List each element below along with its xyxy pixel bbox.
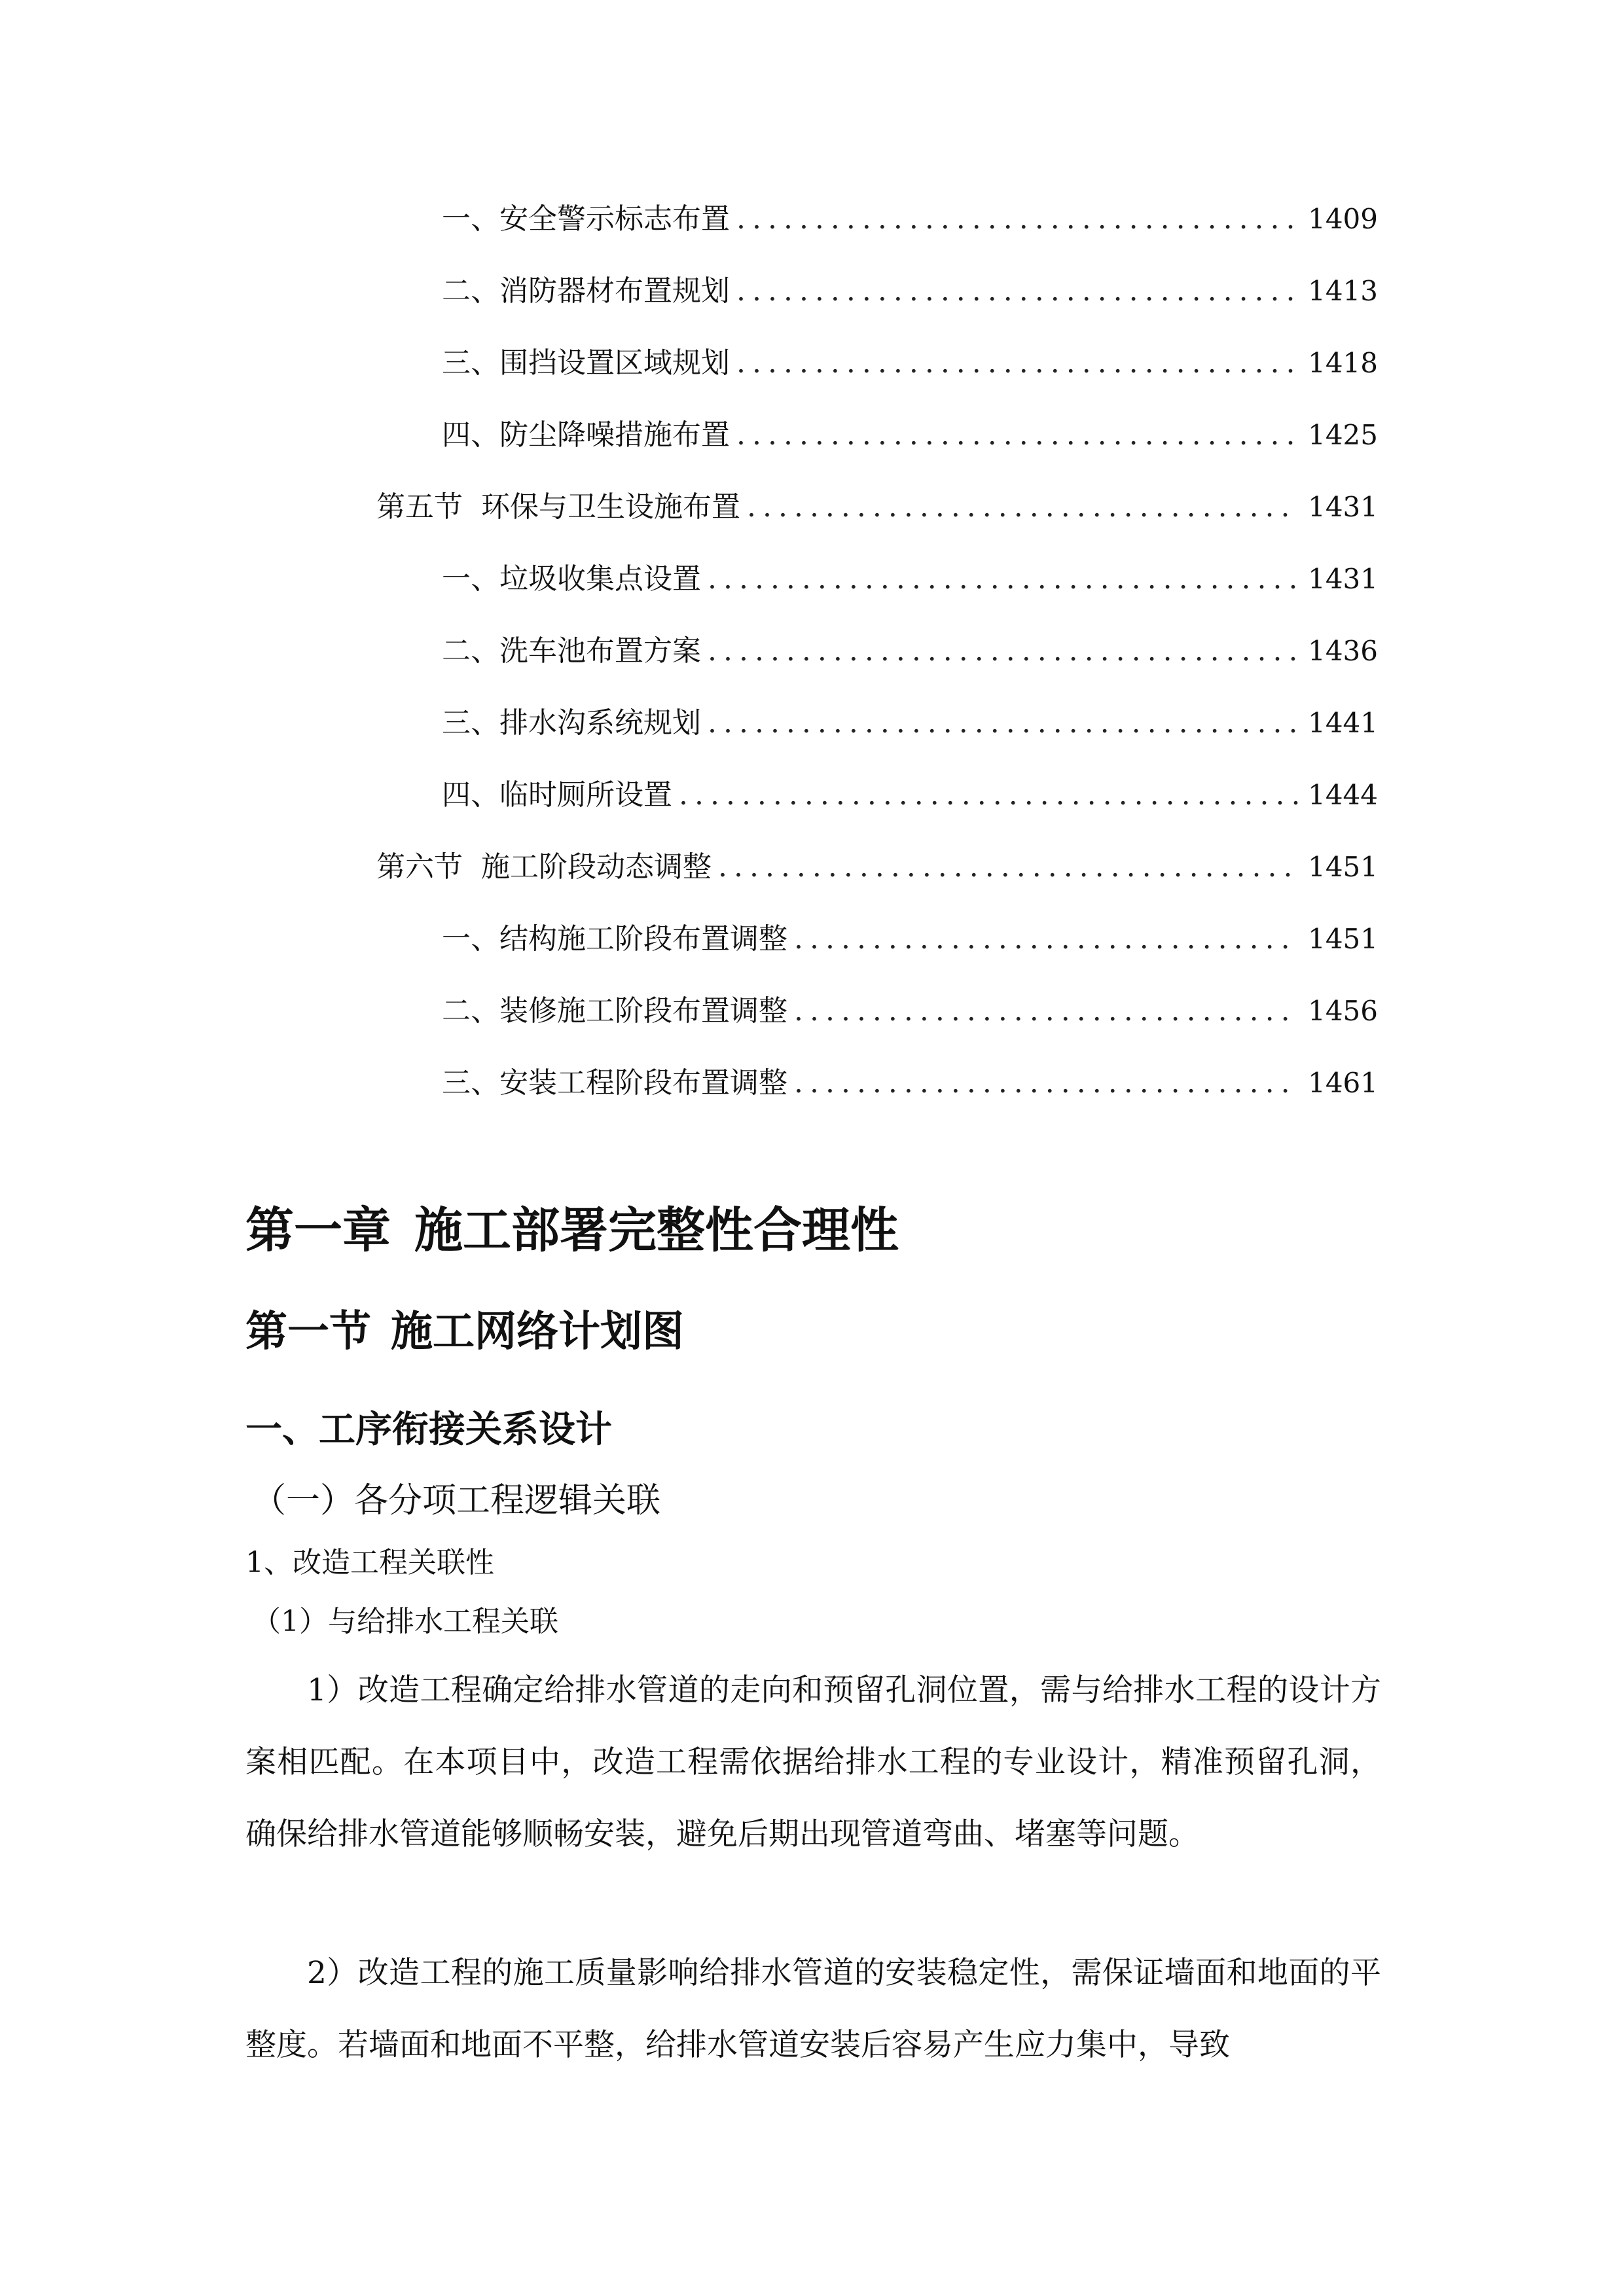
toc-entry-page: 1444 bbox=[1308, 779, 1378, 811]
toc-entry-page: 1431 bbox=[1308, 491, 1378, 523]
toc-entry-page: 1409 bbox=[1308, 203, 1378, 235]
toc-entry-number: 二、 bbox=[442, 274, 499, 308]
toc-dot-leader bbox=[794, 920, 1299, 959]
toc-dot-leader bbox=[708, 560, 1299, 599]
toc-dot-leader bbox=[736, 200, 1299, 239]
toc-entry[interactable] bbox=[442, 272, 1378, 311]
toc-entry[interactable] bbox=[442, 632, 1378, 671]
toc-entry-number: 四、 bbox=[442, 418, 499, 452]
toc-dot-leader bbox=[794, 992, 1299, 1031]
toc-dot-leader bbox=[679, 776, 1299, 815]
toc-entry-number: 一、 bbox=[442, 922, 499, 956]
toc-entry-page: 1436 bbox=[1308, 635, 1378, 667]
toc-dot-leader bbox=[736, 344, 1299, 383]
subsection-heading: 一、工序衔接关系设计 bbox=[245, 1408, 612, 1451]
section-heading bbox=[245, 1302, 684, 1361]
toc-entry-number: 一、 bbox=[442, 202, 499, 236]
toc-entry[interactable] bbox=[442, 776, 1378, 815]
toc-entry[interactable] bbox=[442, 920, 1378, 959]
toc-entry[interactable] bbox=[442, 1064, 1378, 1103]
toc-dot-leader bbox=[708, 704, 1299, 743]
toc-entry[interactable] bbox=[442, 992, 1378, 1031]
toc-entry-number: 三、 bbox=[442, 1066, 499, 1100]
chapter-title: 施工部署完整性合理性 bbox=[414, 1202, 899, 1259]
toc-entry-title: 安全警示标志布置 bbox=[499, 202, 730, 236]
toc-entry-page: 1441 bbox=[1308, 707, 1378, 739]
toc-entry-title: 环保与卫生设施布置 bbox=[481, 490, 740, 524]
body-paragraph: 1）改造工程确定给排水管道的走向和预留孔洞位置，需与给排水工程的设计方案相匹配。在本项目中，改造工程需依据给排水工程的专业设计，精准预留孔洞，确保给排水管道能够顺畅安装，避免后期出现管道弯曲、堵塞等问题。 bbox=[245, 1672, 1381, 1852]
toc-entry-number: 一、 bbox=[442, 562, 499, 596]
section-title: 施工网络计划图 bbox=[391, 1308, 684, 1356]
toc-entry-title: 临时厕所设置 bbox=[499, 778, 672, 812]
section-label: 第一节 bbox=[245, 1308, 371, 1356]
toc-entry-number: 三、 bbox=[442, 706, 499, 740]
toc-entry-page: 1431 bbox=[1308, 563, 1378, 595]
toc-entry-page: 1456 bbox=[1308, 995, 1378, 1027]
toc-entry-title: 洗车池布置方案 bbox=[499, 634, 701, 668]
toc-entry-page: 1418 bbox=[1308, 347, 1378, 379]
subsubsection-heading: （一）各分项工程逻辑关联 bbox=[252, 1481, 661, 1520]
body-paragraph: 2）改造工程的施工质量影响给排水管道的安装稳定性，需保证墙面和地面的平整度。若墙面和地面不平整，给排水管道安装后容易产生应力集中，导致 bbox=[245, 1955, 1381, 2063]
subitem-heading: （1）与给排水工程关联 bbox=[252, 1605, 558, 1638]
toc-entry[interactable] bbox=[442, 560, 1378, 599]
toc-entry-title: 结构施工阶段布置调整 bbox=[499, 922, 787, 956]
toc-entry-page: 1461 bbox=[1308, 1067, 1378, 1099]
toc-entry-number: 二、 bbox=[442, 994, 499, 1028]
toc-entry-page: 1451 bbox=[1308, 851, 1378, 883]
toc-entry-title: 围挡设置区域规划 bbox=[499, 346, 730, 380]
toc-entry-title: 排水沟系统规划 bbox=[499, 706, 701, 740]
toc-dot-leader bbox=[794, 1064, 1299, 1103]
chapter-label: 第一章 bbox=[245, 1202, 391, 1259]
chapter-heading bbox=[245, 1198, 899, 1263]
toc-entry-title: 垃圾收集点设置 bbox=[499, 562, 701, 596]
toc-section-entry[interactable] bbox=[376, 848, 1378, 887]
toc-entry-number: 四、 bbox=[442, 778, 499, 812]
toc-dot-leader bbox=[736, 272, 1299, 311]
toc-entry-title: 施工阶段动态调整 bbox=[481, 850, 712, 884]
toc-entry-title: 防尘降噪措施布置 bbox=[499, 418, 730, 452]
toc-dot-leader bbox=[736, 416, 1299, 455]
toc-section-number: 第六节 bbox=[376, 850, 463, 884]
toc-section-number: 第五节 bbox=[376, 490, 463, 524]
toc-entry[interactable] bbox=[442, 200, 1378, 239]
item-heading: 1、改造工程关联性 bbox=[245, 1546, 494, 1579]
toc-entry-number: 三、 bbox=[442, 346, 499, 380]
toc-entry-number: 二、 bbox=[442, 634, 499, 668]
toc-entry-page: 1425 bbox=[1308, 419, 1378, 451]
toc-entry[interactable] bbox=[442, 416, 1378, 455]
toc-entry-title: 消防器材布置规划 bbox=[499, 274, 730, 308]
toc-entry-title: 安装工程阶段布置调整 bbox=[499, 1066, 787, 1100]
toc-section-entry[interactable] bbox=[376, 488, 1378, 527]
toc-dot-leader bbox=[718, 848, 1299, 887]
toc-entry-page: 1451 bbox=[1308, 923, 1378, 955]
toc-entry[interactable] bbox=[442, 344, 1378, 383]
toc-dot-leader bbox=[747, 488, 1299, 527]
toc-entry[interactable] bbox=[442, 704, 1378, 743]
toc-entry-page: 1413 bbox=[1308, 275, 1378, 307]
toc-dot-leader bbox=[708, 632, 1299, 671]
toc-entry-title: 装修施工阶段布置调整 bbox=[499, 994, 787, 1028]
